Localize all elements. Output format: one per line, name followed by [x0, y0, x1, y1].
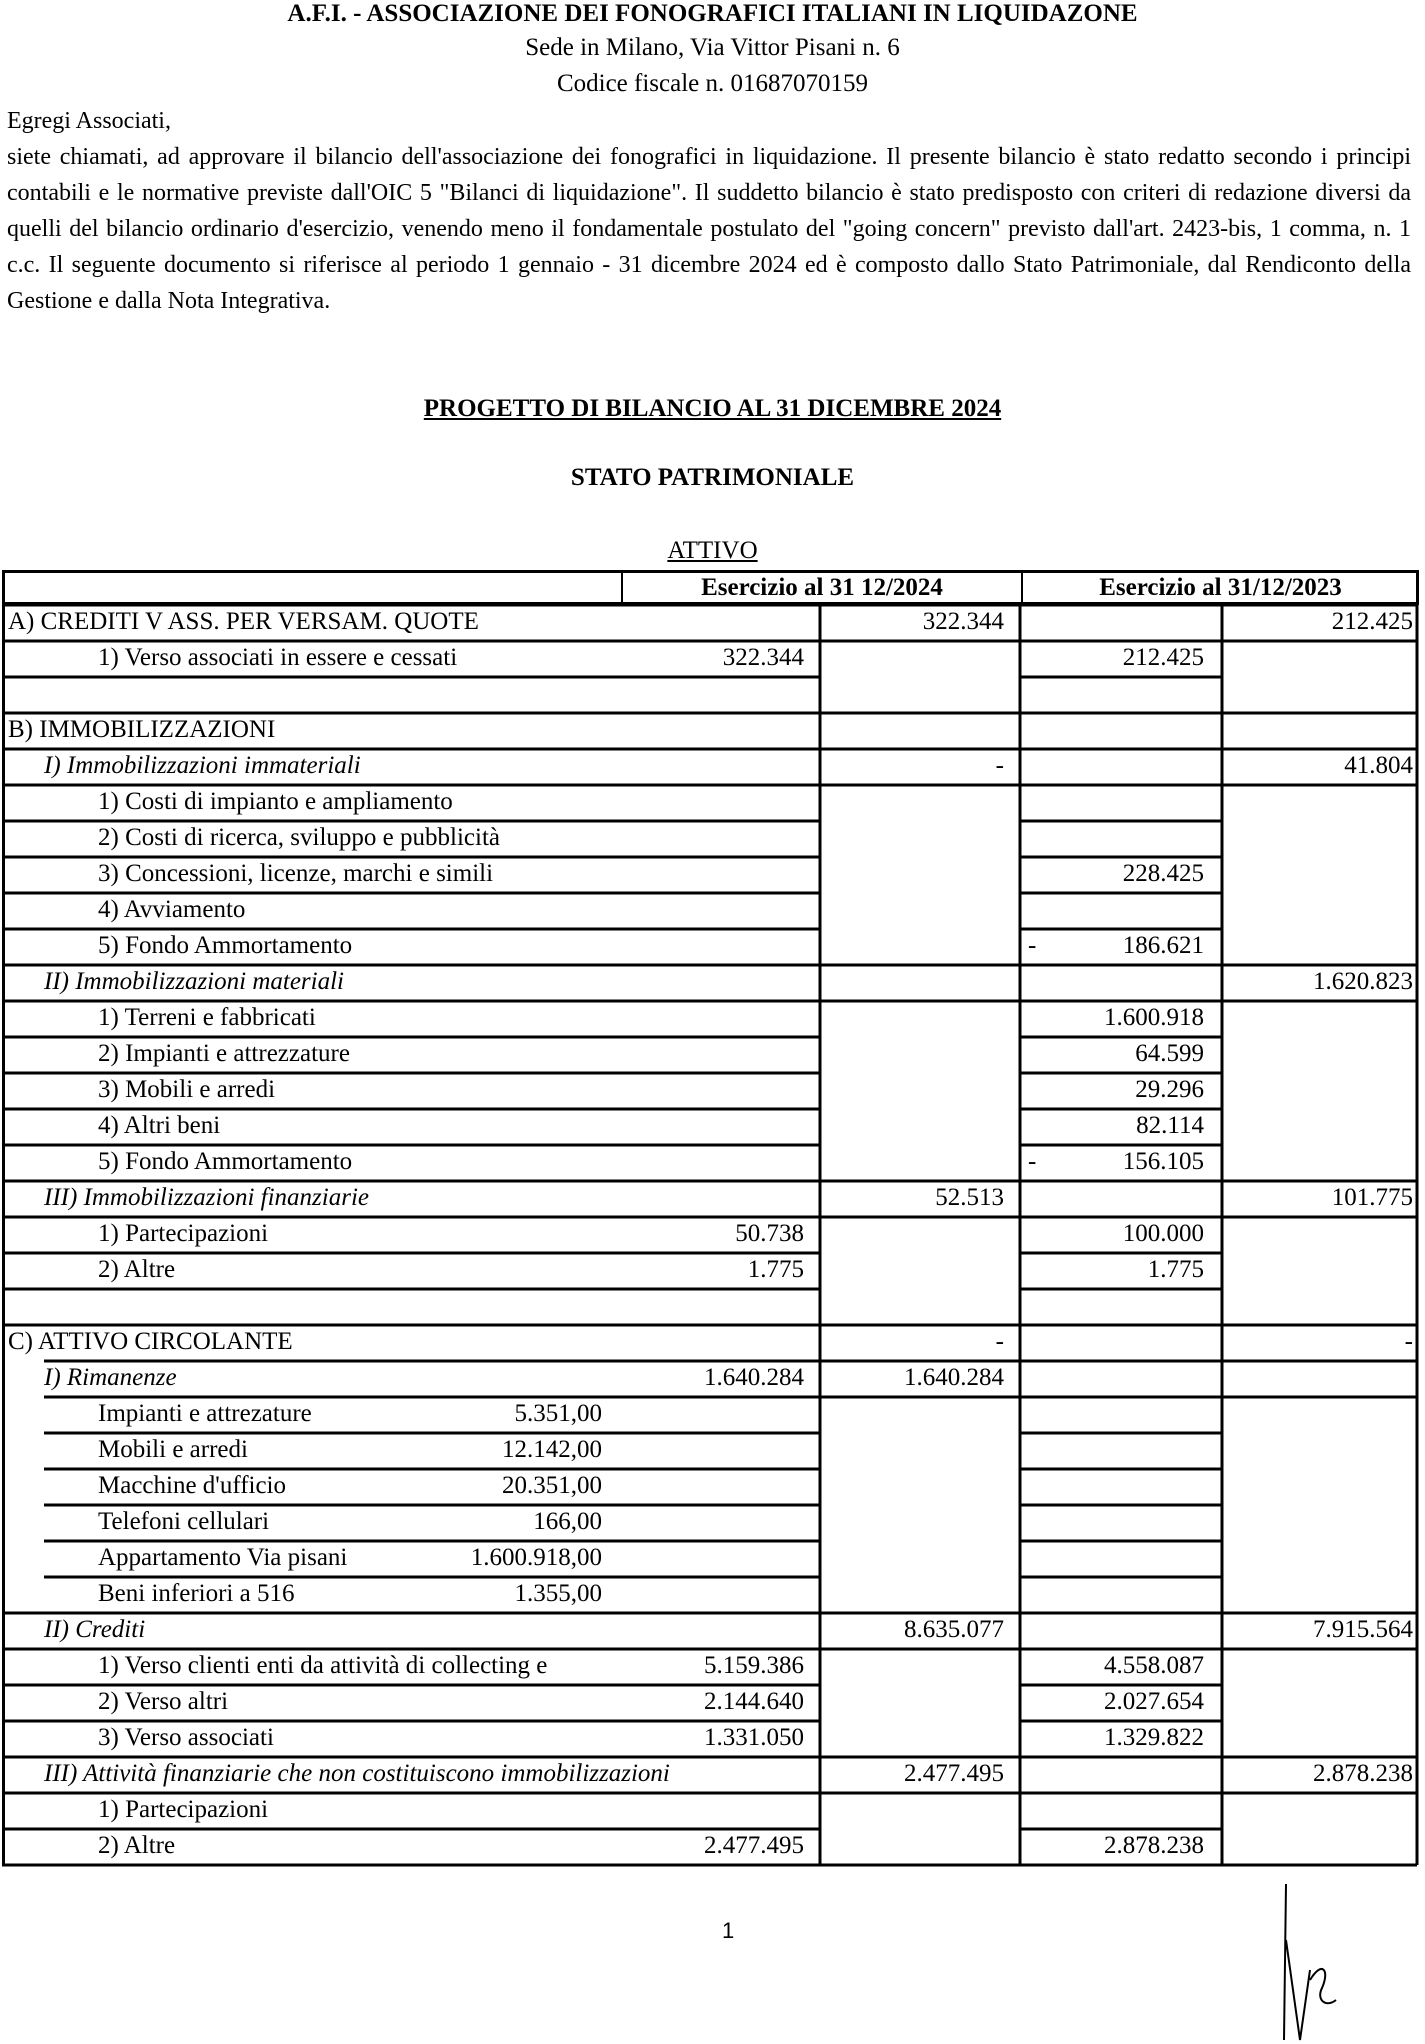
- table-row: [2, 1109, 1419, 1145]
- row-label: Appartamento Via pisani: [98, 1544, 348, 1571]
- row-label: A) CREDITI V ASS. PER VERSAM. QUOTE: [8, 608, 479, 635]
- table-row: [2, 1001, 1419, 1037]
- table-row: [2, 893, 1419, 929]
- section-title-stato-patrimoniale: STATO PATRIMONIALE: [570, 464, 855, 491]
- value-2024-detail: 2.477.495: [704, 1832, 804, 1859]
- table-row: [2, 1577, 1419, 1613]
- row-label: 4) Avviamento: [98, 896, 246, 923]
- row-label: 5) Fondo Ammortamento: [98, 1148, 353, 1175]
- row-detail-value: 166,00: [533, 1508, 602, 1535]
- table-row: [2, 749, 1419, 785]
- value-2024-detail: 1.331.050: [704, 1724, 804, 1751]
- row-label: III) Immobilizzazioni finanziarie: [44, 1184, 369, 1211]
- row-label: 1) Partecipazioni: [98, 1796, 269, 1823]
- row-label: III) Attività finanziarie che non costituiscono immobilizzazioni: [44, 1760, 670, 1787]
- negative-sign: -: [1028, 1148, 1037, 1175]
- table-row: [2, 1433, 1419, 1469]
- table-row: [2, 1073, 1419, 1109]
- document-title: A.F.I. - ASSOCIAZIONE DEI FONOGRAFICI ITALIANI IN LIQUIDAZONE: [287, 0, 1138, 27]
- section-title-attivo: ATTIVO: [667, 537, 758, 564]
- row-label: I) Immobilizzazioni immateriali: [44, 752, 361, 779]
- row-label: II) Crediti: [44, 1616, 146, 1643]
- value-2023-total: 41.804: [1344, 752, 1413, 779]
- value-2024-total: 322.344: [922, 608, 1004, 635]
- greeting: Egregi Associati,: [7, 108, 171, 134]
- table-row: [2, 785, 1419, 821]
- table-row: [2, 857, 1419, 893]
- row-label: 3) Verso associati: [98, 1724, 274, 1751]
- row-label: 1) Partecipazioni: [98, 1220, 269, 1247]
- value-2023-detail: 1.775: [1147, 1256, 1204, 1283]
- value-2024-total: 2.477.495: [904, 1760, 1004, 1787]
- value-2023-detail: 2.027.654: [1104, 1688, 1204, 1715]
- row-detail-value: 5.351,00: [514, 1400, 602, 1427]
- table-row: [2, 1541, 1419, 1577]
- row-label: 2) Verso altri: [98, 1688, 229, 1715]
- row-label: 3) Mobili e arredi: [98, 1076, 276, 1103]
- signature-mark: [1270, 1880, 1350, 2044]
- value-2023-detail: 228.425: [1122, 860, 1204, 887]
- value-2023-detail: 156.105: [1122, 1148, 1204, 1175]
- value-2024-total: -: [995, 752, 1004, 779]
- table-row: [2, 605, 1419, 641]
- table-row: [2, 713, 1419, 749]
- table-row: [2, 1721, 1419, 1757]
- table-header: [2, 570, 1419, 605]
- row-label: Impianti e attrezature: [98, 1400, 312, 1427]
- table-row: [2, 1793, 1419, 1829]
- row-detail-value: 12.142,00: [502, 1436, 602, 1463]
- table-row: [2, 1469, 1419, 1505]
- row-label: 1) Terreni e fabbricati: [98, 1004, 316, 1031]
- value-2024-detail: 1.640.284: [704, 1364, 804, 1391]
- table-row: [2, 1217, 1419, 1253]
- value-2024-total: 1.640.284: [904, 1364, 1004, 1391]
- value-2024-detail: 2.144.640: [704, 1688, 804, 1715]
- table-row: [2, 1505, 1419, 1541]
- row-label: Telefoni cellulari: [98, 1508, 270, 1535]
- value-2024-detail: 1.775: [747, 1256, 804, 1283]
- value-2023-total: 7.915.564: [1313, 1616, 1413, 1643]
- row-label: 2) Altre: [98, 1256, 176, 1283]
- value-2024-detail: 50.738: [735, 1220, 804, 1247]
- row-label: C) ATTIVO CIRCOLANTE: [8, 1328, 293, 1355]
- row-label: Macchine d'ufficio: [98, 1472, 287, 1499]
- row-detail-value: 1.600.918,00: [470, 1544, 602, 1571]
- row-label: 1) Verso associati in essere e cessati: [98, 644, 458, 671]
- value-2023-detail: 29.296: [1135, 1076, 1204, 1103]
- row-label: 1) Verso clienti enti da attività di collecting e: [98, 1652, 548, 1679]
- column-header-2023: Esercizio al 31/12/2023: [1021, 573, 1418, 602]
- row-label: 2) Impianti e attrezzature: [98, 1040, 350, 1067]
- table-row: [2, 677, 1419, 713]
- value-2023-total: 2.878.238: [1313, 1760, 1413, 1787]
- row-detail-value: 1.355,00: [514, 1580, 602, 1607]
- table-row: [2, 821, 1419, 857]
- table-body: [2, 605, 1419, 1865]
- address-line: Sede in Milano, Via Vittor Pisani n. 6: [525, 34, 900, 61]
- row-label: II) Immobilizzazioni materiali: [44, 968, 344, 995]
- negative-sign: -: [1028, 932, 1037, 959]
- table-row: [2, 1829, 1419, 1865]
- table-row: [2, 641, 1419, 677]
- value-2023-detail: 82.114: [1136, 1112, 1204, 1139]
- value-2023-total: -: [1404, 1328, 1413, 1355]
- row-label: 2) Costi di ricerca, sviluppo e pubblicità: [98, 824, 500, 851]
- table-row: [2, 965, 1419, 1001]
- value-2023-total: 1.620.823: [1313, 968, 1413, 995]
- table-row: [2, 1649, 1419, 1685]
- value-2024-detail: 322.344: [722, 644, 804, 671]
- row-label: 3) Concessioni, licenze, marchi e simili: [98, 860, 494, 887]
- row-label: Beni inferiori a 516: [98, 1580, 295, 1607]
- row-label: 5) Fondo Ammortamento: [98, 932, 353, 959]
- table-row: [2, 929, 1419, 965]
- balance-sheet-table: [2, 570, 1419, 1865]
- value-2024-total: 8.635.077: [904, 1616, 1004, 1643]
- tax-code-line: Codice fiscale n. 01687070159: [556, 70, 869, 97]
- table-row: [2, 1397, 1419, 1433]
- row-detail-value: 20.351,00: [502, 1472, 602, 1499]
- row-label: 1) Costi di impianto e ampliamento: [98, 788, 453, 815]
- value-2024-total: -: [995, 1328, 1004, 1355]
- intro-paragraph: [7, 103, 1411, 319]
- value-2023-detail: 1.600.918: [1104, 1004, 1204, 1031]
- table-row: [2, 1181, 1419, 1217]
- value-2023-detail: 186.621: [1122, 932, 1204, 959]
- table-row: [2, 1757, 1419, 1793]
- table-row: [2, 1145, 1419, 1181]
- section-title-progetto: PROGETTO DI BILANCIO AL 31 DICEMBRE 2024: [423, 395, 1002, 422]
- table-row: [2, 1037, 1419, 1073]
- table-row: [2, 1289, 1419, 1325]
- row-label: Mobili e arredi: [98, 1436, 248, 1463]
- value-2023-detail: 100.000: [1122, 1220, 1204, 1247]
- table-row: [2, 1685, 1419, 1721]
- row-label: 4) Altri beni: [98, 1112, 221, 1139]
- row-label: B) IMMOBILIZZAZIONI: [8, 716, 276, 743]
- table-row: [2, 1613, 1419, 1649]
- value-2024-total: 52.513: [935, 1184, 1004, 1211]
- page-number: 1: [722, 1918, 735, 1943]
- row-label: I) Rimanenze: [44, 1364, 177, 1391]
- value-2023-total: 212.425: [1331, 608, 1413, 635]
- value-2023-detail: 212.425: [1122, 644, 1204, 671]
- value-2023-detail: 64.599: [1135, 1040, 1204, 1067]
- value-2023-detail: 2.878.238: [1104, 1832, 1204, 1859]
- value-2023-total: 101.775: [1331, 1184, 1413, 1211]
- table-row: [2, 1325, 1419, 1361]
- table-row: [2, 1253, 1419, 1289]
- value-2023-detail: 1.329.822: [1104, 1724, 1204, 1751]
- row-label: 2) Altre: [98, 1832, 176, 1859]
- value-2024-detail: 5.159.386: [704, 1652, 804, 1679]
- table-row: [2, 1361, 1419, 1397]
- value-2023-detail: 4.558.087: [1104, 1652, 1204, 1679]
- intro-body: siete chiamati, ad approvare il bilancio dell'associazione dei fonografici in liquidazione. Il presente bilancio è stato redatto secondo i principi contabili e le normative previste dall'OIC 5 "Bilanci di liquidazione". Il suddetto bilancio è stato predisposto con criteri di redazione diversi da quelli del bilancio ordinario d'esercizio, venendo meno il fondamentale postulato del "going concern" previsto dall'art. 2423-bis, 1 comma, n. 1 c.c. Il seguente documento si riferisce al periodo 1 gennaio - 31 dicembre 2024 ed è composto dallo Stato Patrimoniale, dal Rendiconto della Gestione e dalla Nota Integrativa.: [7, 144, 1411, 314]
- column-header-2024: Esercizio al 31 12/2024: [621, 573, 1021, 602]
